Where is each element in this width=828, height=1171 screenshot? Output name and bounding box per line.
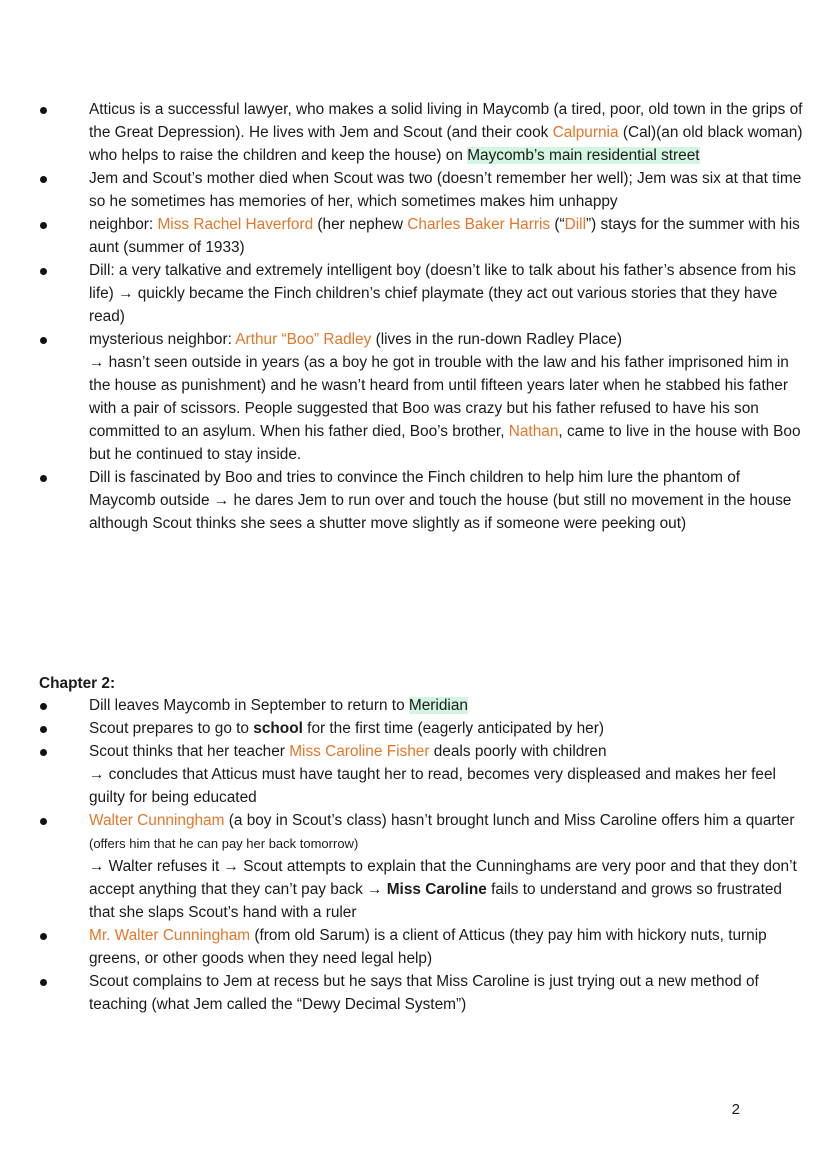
bullet-icon [40, 337, 47, 344]
note-text: Scout prepares to go to [89, 720, 254, 737]
note-text: → concludes that Atticus must have taught her to read, becomes very displeased and makes her feel guilty for being educated [89, 766, 776, 806]
character-name: Miss Caroline Fisher [289, 743, 430, 760]
bold-term: school [253, 720, 303, 737]
bullet-icon [40, 176, 47, 183]
bullet-icon [40, 818, 47, 825]
character-name: Miss Rachel Haverford [157, 216, 314, 233]
chapter1-notes-list [0, 98, 828, 535]
note-text: Dill is fascinated by Boo and tries to convince the Finch children to help him lure the phantom of Maycomb outside → he dares Jem to run over and touch the house (but still no movement in the house although Scout thinks she sees a shutter move slightly as if someone were peeking out) [89, 469, 792, 532]
bullet-icon [40, 726, 47, 733]
list-item [0, 466, 828, 535]
character-name: Dill [564, 216, 587, 233]
note-text: Dill: a very talkative and extremely intelligent boy (doesn’t like to talk about his father’s absence from his life) → quickly became the Finch children’s chief playmate (they act out various stories that they have read) [89, 262, 796, 325]
place-highlight: Meridian [408, 697, 468, 714]
bullet-icon [40, 933, 47, 940]
note-text: ”) stays for the summer with his aunt (summer of 1933) [89, 216, 800, 256]
bullet-icon [40, 703, 47, 710]
chapter2-notes-list [0, 694, 828, 1016]
note-text: (Cal)(an old black woman) who helps to raise the children and keep the house) on [89, 124, 803, 164]
note-text: (lives in the run-down Radley Place) [371, 331, 622, 348]
list-item [0, 809, 828, 924]
place-highlight: Maycomb’s main residential street [467, 147, 700, 164]
list-item [0, 328, 828, 466]
list-item [0, 924, 828, 970]
note-text: Scout complains to Jem at recess but he says that Miss Caroline is just trying out a new method of teaching (what Jem called the “Dewy Decimal System”) [89, 973, 759, 1013]
note-text: (from old Sarum) is a client of Atticus (they pay him with hickory nuts, turnip greens, or other goods when they need legal help) [89, 927, 767, 967]
chapter-heading: Chapter 2: [39, 675, 116, 692]
note-text: deals poorly with children [429, 743, 607, 760]
bold-term: Miss Caroline [386, 881, 487, 898]
note-text: (her nephew [313, 216, 408, 233]
note-text: → Walter refuses it → Scout attempts to explain that the Cunninghams are very poor and that they don’t accept anything that they can’t pay back → [89, 858, 797, 898]
character-name: Mr. Walter Cunningham [89, 927, 251, 944]
bullet-icon [40, 979, 47, 986]
list-item [0, 259, 828, 328]
note-text: → hasn’t seen outside in years (as a boy he got in trouble with the law and his father imprisoned him in the house as punishment) and he wasn’t heard from until fifteen years later when he stabbed his father with a pair of scissors. People suggested that Boo was crazy but his father refused to have his son committed to an asylum. When his father died, Boo’s brother, [89, 354, 789, 440]
list-item [0, 717, 828, 740]
character-name: Calpurnia [552, 124, 619, 141]
list-item [0, 98, 828, 167]
note-aside: (offers him that he can pay her back tomorrow) [89, 836, 359, 851]
bullet-icon [40, 749, 47, 756]
bullet-icon [40, 268, 47, 275]
note-text: for the first time (eagerly anticipated by her) [302, 720, 604, 737]
page-number: 2 [731, 1101, 740, 1118]
character-name: Nathan [508, 423, 559, 440]
list-item [0, 740, 828, 809]
character-name: Walter Cunningham [89, 812, 225, 829]
list-item [0, 970, 828, 1016]
note-text: , came to live in the house with Boo but he continued to stay inside. [89, 423, 801, 463]
note-text: Jem and Scout’s mother died when Scout was two (doesn’t remember her well); Jem was six at that time so he sometimes has memories of her, which sometimes makes him unhappy [89, 170, 802, 210]
character-name: Charles Baker Harris [407, 216, 551, 233]
note-text: Atticus is a successful lawyer, who makes a solid living in Maycomb (a tired, poor, old town in the grips of the Great Depression). He lives with Jem and Scout (and their cook [89, 101, 803, 141]
note-text: fails to understand and grows so frustrated that she slaps Scout’s hand with a ruler [89, 881, 782, 921]
note-text: (“ [550, 216, 565, 233]
list-item [0, 694, 828, 717]
note-text: Scout thinks that her teacher [89, 743, 290, 760]
bullet-icon [40, 107, 47, 114]
note-text: mysterious neighbor: [89, 331, 236, 348]
bullet-icon [40, 222, 47, 229]
note-text: neighbor: [89, 216, 158, 233]
note-text: (a boy in Scout’s class) hasn’t brought lunch and Miss Caroline offers him a quarter [224, 812, 795, 829]
list-item [0, 213, 828, 259]
bullet-icon [40, 475, 47, 482]
note-text: Dill leaves Maycomb in September to return to [89, 697, 409, 714]
list-item [0, 167, 828, 213]
character-name: Arthur “Boo” Radley [235, 331, 372, 348]
